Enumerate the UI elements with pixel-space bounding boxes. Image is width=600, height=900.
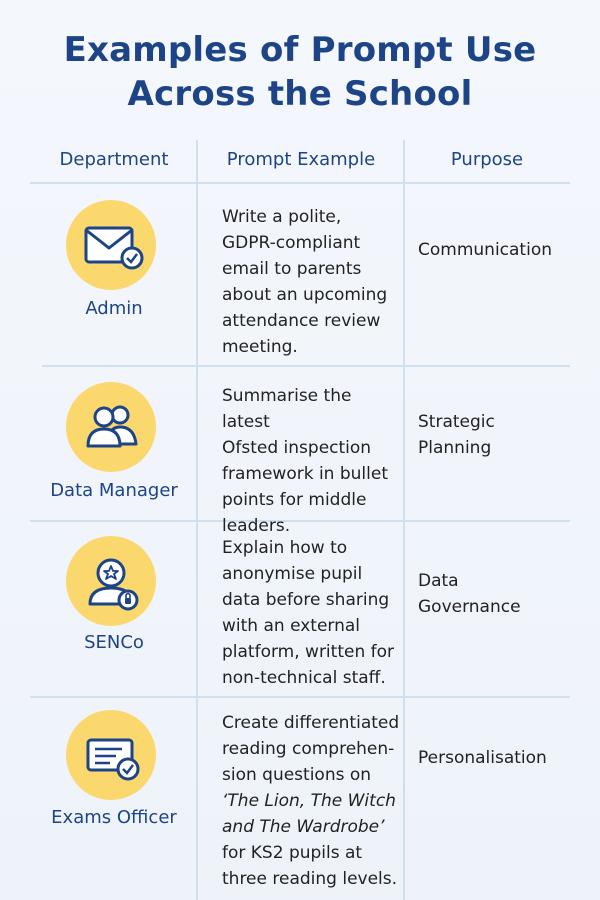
certificate-icon <box>66 710 156 800</box>
purpose-text <box>418 409 578 461</box>
user-star-icon <box>66 536 156 626</box>
prompt-line: Create differentiated <box>222 713 400 733</box>
prompt-line: Ofsted inspection <box>222 438 372 458</box>
department-label: Data Manager <box>50 480 178 501</box>
prompt-text <box>222 204 402 360</box>
purpose-line: Governance <box>418 597 521 617</box>
purpose-line: Strategic <box>418 412 495 432</box>
purpose-line: Personalisation <box>418 748 547 768</box>
row-divider-1 <box>42 365 570 367</box>
prompt-line: leaders. <box>222 516 291 536</box>
purpose-line: Communication <box>418 240 552 260</box>
department-label: Exams Officer <box>51 807 177 828</box>
table-header <box>30 140 570 184</box>
purpose-text <box>418 237 578 263</box>
prompt-line: meeting. <box>222 337 298 357</box>
prompt-line: for KS2 pupils at <box>222 843 363 863</box>
prompt-line: three reading levels. <box>222 869 398 889</box>
purpose-line: Data <box>418 571 459 591</box>
prompt-line: non-technical staff. <box>222 668 386 688</box>
header-department: Department <box>59 149 169 170</box>
title-line-2: Across the School <box>127 74 473 114</box>
row-divider-3 <box>30 696 570 698</box>
prompt-line: Summarise the latest <box>222 386 352 432</box>
prompt-line: data before sharing <box>222 590 390 610</box>
prompt-line: reading comprehen- <box>222 739 395 759</box>
header-purpose: Purpose <box>450 149 524 170</box>
purpose-line: Planning <box>418 438 492 458</box>
prompt-line-book-title: and The Wardrobe’ <box>222 817 385 837</box>
department-label: SENCo <box>84 632 144 653</box>
prompt-line: Explain how to <box>222 538 348 558</box>
prompt-line: email to parents <box>222 259 362 279</box>
department-label: Admin <box>85 298 143 319</box>
page-title <box>0 28 600 116</box>
purpose-text <box>418 568 578 620</box>
prompt-line: about an upcoming <box>222 285 388 305</box>
purpose-text <box>418 745 578 771</box>
prompt-line: framework in bullet <box>222 464 388 484</box>
prompt-line: sion questions on <box>222 765 372 785</box>
email-check-icon <box>66 200 156 290</box>
people-icon <box>66 382 156 472</box>
prompt-text <box>222 535 402 691</box>
prompt-line: anonymise pupil <box>222 564 363 584</box>
prompt-line: points for middle <box>222 490 367 510</box>
prompt-line-book-title: ‘The Lion, The Witch <box>222 791 396 811</box>
title-line-1: Examples of Prompt Use <box>63 30 537 70</box>
prompt-line: with an external <box>222 616 361 636</box>
prompt-text <box>222 710 402 892</box>
prompt-line: platform, written for <box>222 642 395 662</box>
prompt-text <box>222 383 402 539</box>
header-prompt: Prompt Example <box>226 149 376 170</box>
prompt-line: Write a polite, <box>222 207 342 227</box>
prompt-line: attendance review <box>222 311 381 331</box>
prompt-line: GDPR-compliant <box>222 233 361 253</box>
